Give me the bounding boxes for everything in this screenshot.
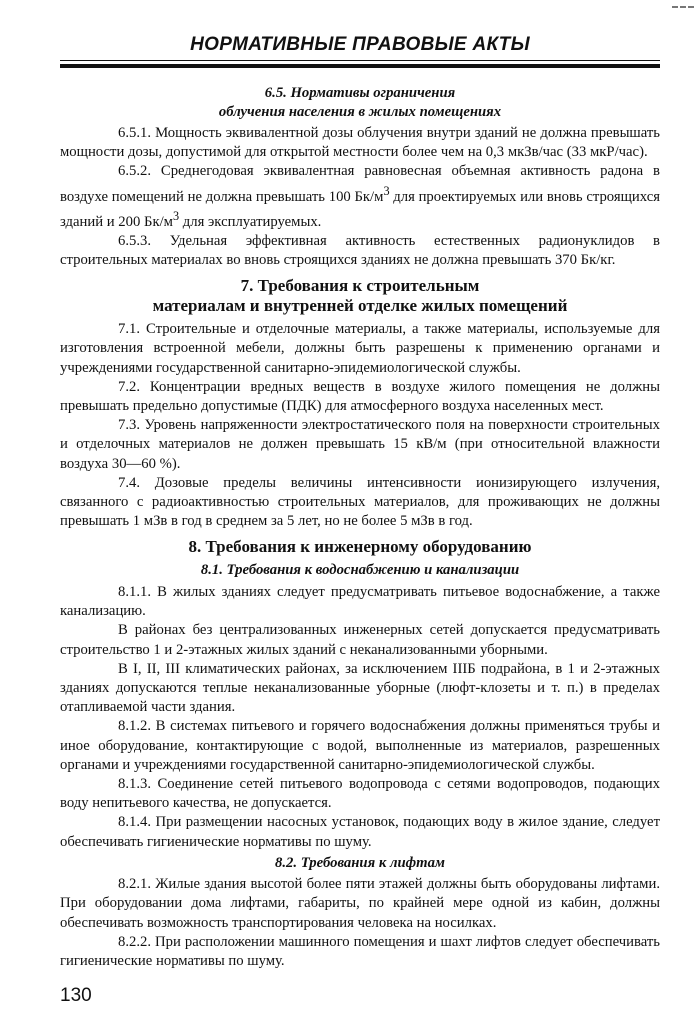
paragraph-8-2-1: 8.2.1. Жилые здания высотой более пяти этажей должны быть оборудованы лифтами. При оборудовании дома лифтами, габариты, по крайней мере одной из кабин, должны обеспечивать возможность транспортирования человека на носилках.: [60, 876, 660, 931]
paragraph-text: 6.5.2. Среднегодовая эквивалентная равновесная объемная активность радона в воздухе помещений не должна превышать 100 Бк/м: [60, 163, 660, 205]
paragraph-text: для эксплуатируемых.: [179, 213, 322, 230]
paragraph-8-1-3: 8.1.3. Соединение сетей питьевого водопровода с сетями водопроводов, подающих воду непитьевого качества, не допускается.: [60, 775, 660, 812]
paragraph-text: для проектируемых или вновь строящихся зданий и 200 Бк/м: [60, 188, 660, 230]
paragraph-8-1-2: 8.1.2. В системах питьевого и горячего водоснабжения должны применяться трубы и иное оборудование, контактирующие с водой, выполненные из материалов, разрешенных органами и учреждениями государственной санитарно-эпидемиологической службы.: [60, 718, 660, 773]
section-heading-line: 7. Требования к строительным: [240, 276, 480, 296]
corner-mark: [672, 6, 694, 10]
subsection-heading-line: облучения населения в жилых помещениях: [218, 103, 502, 120]
subsection-heading-line: 8.1. Требования к водоснабжению и канализации: [200, 562, 520, 579]
paragraph-7-3: 7.3. Уровень напряженности электростатического поля на поверхности строительных и отделочных материалов не должен превышать 15 кВ/м (при относительной влажности воздуха 30—60 %).: [60, 417, 660, 472]
paragraph-7-2: 7.2. Концентрации вредных веществ в воздухе жилого помещения не должны превышать предельно допустимые (ПДК) для атмосферного воздуха населенных мест.: [60, 378, 660, 415]
section-heading-line: 8. Требования к инженерному оборудованию: [188, 537, 532, 557]
paragraph-8-1-1b: В районах без централизованных инженерных сетей допускается предусматривать строительство 1 и 2-этажных жилых зданий с неканализованными уборными.: [60, 622, 660, 658]
subsection-heading-8-1: [60, 561, 660, 580]
paragraph-7-1: 7.1. Строительные и отделочные материалы, а также материалы, используемые для изготовления встроенной мебели, должны быть разрешены к применению органами и учреждениями государственной санитарно-эпидемиологической службы.: [60, 321, 660, 376]
superscript: 3: [383, 183, 390, 198]
superscript: 3: [172, 208, 180, 223]
paragraph-8-1-1c: В I, II, III климатических районах, за исключением IIIБ подрайона, в 1 и 2-этажных зданиях допускаются теплые неканализованные уборные (люфт-клозеты и т. п.) в пределах отапливаемой части здания.: [60, 660, 660, 716]
paragraph-7-4: 7.4. Дозовые пределы величины интенсивности ионизирующего излучения, связанного с радиоактивностью строительных материалов, для проживающих не должны превышать 1 мЗв в год в среднем за 5 лет, но не более 5 мЗв в год.: [60, 474, 660, 530]
subsection-heading-line: 6.5. Нормативы ограничения: [264, 85, 456, 101]
subsection-heading-8-2: [60, 854, 660, 873]
section-heading-7: [60, 276, 660, 316]
paragraph-8-1-4: 8.1.4. При размещении насосных установок, подающих воду в жилое здание, следует обеспечивать гигиенические нормативы по шуму.: [60, 814, 660, 850]
header-rule-thick: [60, 64, 660, 68]
subsection-heading-6-5: [60, 84, 660, 121]
subsection-heading-line: 8.2. Требования к лифтам: [275, 854, 445, 871]
header-rule-thin: [60, 60, 660, 61]
paragraph-6-5-2: [60, 162, 660, 231]
paragraph-6-5-1: 6.5.1. Мощность эквивалентной дозы облучения внутри зданий не должна превышать мощности дозы, допустимой для открытой местности более чем на 0,3 мкЗв/час (33 мкР/час).: [60, 125, 660, 161]
section-heading-8: [60, 537, 660, 557]
running-head: НОРМАТИВНЫЕ ПРАВОВЫЕ АКТЫ: [190, 34, 530, 55]
paragraph-6-5-3: 6.5.3. Удельная эффективная активность естественных радионуклидов в строительных материалах во вновь строящихся зданиях не должна превышать 370 Бк/кг.: [60, 232, 660, 268]
page-body: [60, 82, 660, 971]
paragraph-8-2-2: 8.2.2. При расположении машинного помещения и шахт лифтов следует обеспечивать гигиенические нормативы по шуму.: [60, 933, 660, 970]
section-heading-line: материалам и внутренней отделке жилых помещений: [152, 296, 568, 316]
paragraph-8-1-1: 8.1.1. В жилых зданиях следует предусматривать питьевое водоснабжение, а также канализацию.: [60, 583, 660, 620]
page-number: 130: [60, 985, 92, 1006]
